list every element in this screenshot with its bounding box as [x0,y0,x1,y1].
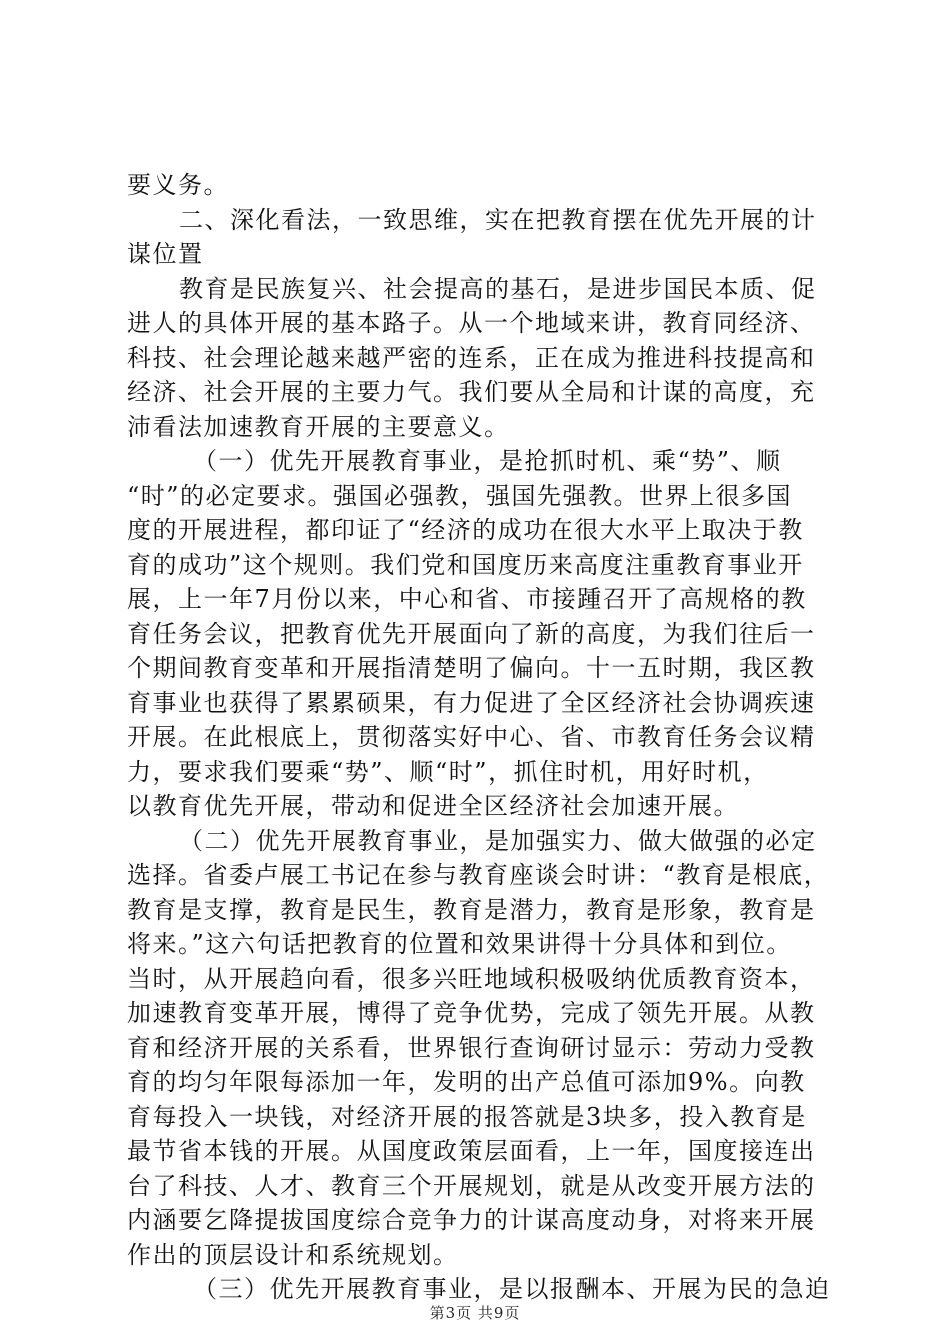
text-line: 台了科技、人才、教育三个开展规划，就是从改变开展方法的 [127,1171,816,1200]
text-line: （三）优先开展教育事业，是以报酬本、开展为民的急迫 [193,1275,831,1303]
text-line: 育和经济开展的关系看，世界银行查询研讨显示：劳动力受教 [127,1033,816,1062]
text-line: 育每投入一块钱，对经济开展的报答就是3块多，投入教育是 [127,1102,807,1131]
text-line: 选择。省委卢展工书记在参与教育座谈会时讲：“教育是根底， [127,861,830,889]
text-line: 育事业也获得了累累硕果，有力促进了全区经济社会协调疾速 [127,688,816,717]
text-line: 以教育优先开展，带动和促进全区经济社会加速开展。 [127,792,739,820]
text-line: 度的开展进程，都印证了“经济的成功在很大水平上取决于教 [127,516,804,544]
text-line: 沛看法加速教育开展的主要意义。 [127,412,510,441]
text-line: 力，要求我们要乘“势”、顺“时”，抓住时机，用好时机， [127,757,769,786]
text-line: （二）优先开展教育事业，是加强实力、做大做强的必定 [179,826,817,855]
text-line: 进人的具体开展的基本路子。从一个地域来讲，教育同经济、 [127,309,816,337]
text-line: 教育是民族复兴、社会提高的基石，是进步国民本质、促 [179,274,817,303]
text-line: 加速教育变革开展，博得了竞争优势，完成了领先开展。从教 [127,999,816,1027]
text-line: 育的成功”这个规则。我们党和国度历来高度注重教育事业开 [127,550,804,579]
text-line: 育的均匀年限每添加一年，发明的出产总值可添加9%。向教 [127,1068,806,1096]
text-line: 作出的顶层设计和系统规划。 [127,1240,459,1269]
page-number-footer: 第3页 共9页 [429,1304,521,1322]
text-line: 将来。”这六句话把教育的位置和效果讲得十分具体和到位。 [127,930,792,958]
section-heading: 二、深化看法，一致思维，实在把教育摆在优先开展的计 [179,205,817,234]
text-line: 经济、社会开展的主要力气。我们要从全局和计谋的高度，充 [127,378,816,406]
text-line: （一）优先开展教育事业，是抢抓时机、乘“势”、顺 [193,447,782,475]
text-line: 最节省本钱的开展。从国度政策层面看，上一年，国度接连出 [127,1137,816,1165]
document-body [127,168,835,1307]
text-line: “时”的必定要求。强国必强教，强国先强教。世界上很多国 [127,481,793,510]
text-line: 开展。在此根底上，贯彻落实好中心、省、市教育任务会议精 [127,723,816,751]
text-line: 当时，从开展趋向看，很多兴旺地域积极吸纳优质教育资本， [127,964,816,993]
text-line: 教育是支撑，教育是民生，教育是潜力，教育是形象，教育是 [127,895,816,924]
section-heading-cont: 谋位置 [127,240,204,268]
text-line: 科技、社会理论越来越严密的连系，正在成为推进科技提高和 [127,343,816,372]
text-line: 展，上一年7月份以来，中心和省、市接踵召开了高规格的教 [127,585,807,613]
text-line: 要义务。 [127,171,229,199]
text-line: 个期间教育变革和开展指清楚明了偏向。十一五时期，我区教 [127,654,816,682]
text-line: 内涵要乞降提拔国度综合竞争力的计谋高度动身，对将来开展 [127,1206,816,1234]
text-line: 育任务会议，把教育优先开展面向了新的高度，为我们往后一 [127,619,816,648]
